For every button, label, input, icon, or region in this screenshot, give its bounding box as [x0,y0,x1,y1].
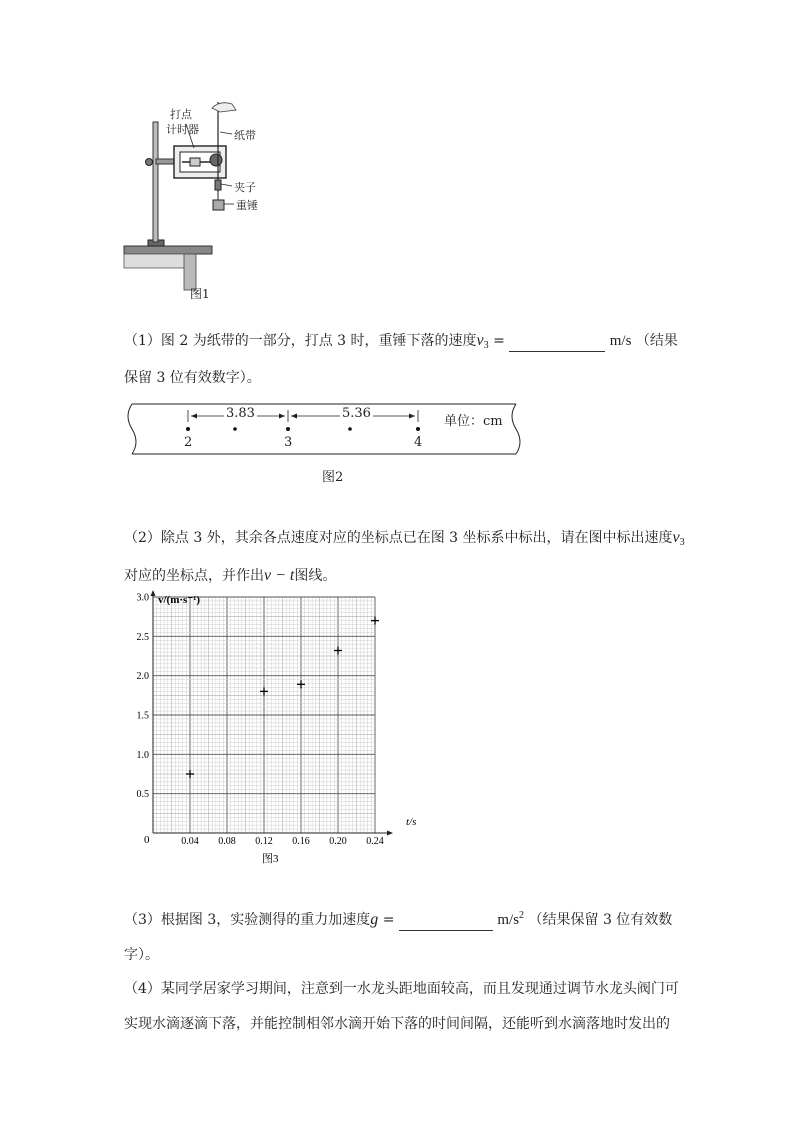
x-axis-arrow [387,831,393,836]
question-2-line1 [124,528,685,553]
x-tick-label: 0.08 [218,836,236,847]
question-2-line2-prefix: 对应的坐标点，并作出 [124,568,264,584]
tape-dot [233,427,237,431]
label-tape: 纸带 [234,129,256,142]
y-axis-arrow [151,590,156,596]
question-4-line1: （4）某同学居家学习期间，注意到一水龙头距地面较高，而且发现通过调节水龙头阀门可 [124,981,679,997]
question-1-line2: 保留 3 位有效数字）。 [124,370,261,386]
distance-label-3-4: 5.36 [342,406,371,421]
y-tick-label: 0.5 [136,789,149,801]
tape-point-label-3: 3 [284,435,293,450]
apparatus-diagram [120,96,300,306]
question-1-line1 [124,331,678,356]
gravity-symbol: g [370,911,379,928]
y-axis-label: v/(m·s⁻¹) [158,594,201,606]
question-2-text: （2）除点 3 外，其余各点速度对应的坐标点已在图 3 坐标系中标出，请在图中标出速度 [124,530,673,546]
tape-point-label-2: 2 [184,435,193,450]
equals-sign: = [488,333,505,349]
data-point [334,646,342,654]
velocity-symbol: $v_3$ [476,332,489,351]
y-tick-label: 2.0 [136,671,149,683]
label-timer-line1: 打点 [170,108,192,121]
question-3-line1 [124,906,672,931]
figure-2 [124,398,524,484]
tape-dot [348,427,352,431]
label-timer-line2: 计时器 [166,123,199,136]
data-point [260,687,268,695]
answer-blank-g[interactable] [399,910,493,931]
question-1-prefix: （1）图 2 为纸带的一部分，打点 3 时，重锤下落的速度 [124,333,477,349]
equals-sign-g: = [378,912,395,928]
tape-unit-label: 单位：cm [444,414,503,429]
x-axis-label: t/s [406,816,417,828]
v-t-expression: v − t [264,567,295,584]
distance-label-2-3: 3.83 [226,406,255,421]
x-tick-label: 0.16 [292,836,310,847]
y-tick-label: 2.5 [136,631,149,643]
y-tick-label: 3.0 [136,592,149,604]
question-1-suffix: （结果 [635,333,678,349]
question-4-line2: 实现水滴逐滴下落，并能控制相邻水滴开始下落的时间间隔，还能听到水滴落地时发出的 [124,1016,670,1032]
label-weight: 重锤 [236,199,258,212]
question-3-suffix: （结果保留 3 位有效数 [528,912,673,928]
figure-1 [120,96,300,306]
y-tick-label: 1.5 [136,710,149,722]
origin-label: 0 [144,834,150,846]
x-tick-label: 0.24 [366,836,384,847]
figure-3-caption: 图3 [262,853,279,865]
x-tick-label: 0.12 [255,836,273,847]
tape-point-label-4: 4 [414,435,423,450]
gravity-unit: $m/s^2$ [497,910,525,928]
question-2-line2-suffix: 图线。 [294,568,337,584]
data-point [371,617,379,625]
figure-2-caption: 图2 [322,470,344,485]
answer-blank-v3[interactable] [509,331,605,352]
label-clip: 夹子 [234,181,256,194]
x-tick-label: 0.20 [329,836,347,847]
velocity-unit: m/s [609,333,632,349]
figure-3 [120,590,420,870]
question-3-line2: 字）。 [124,947,159,963]
tape-dot [186,427,190,431]
data-point [297,680,305,688]
velocity-symbol-v3: $v_3$ [672,529,685,548]
figure-1-caption: 图1 [190,287,210,301]
question-2-line2 [124,566,336,586]
x-tick-label: 0.04 [181,836,199,847]
data-point [186,770,194,778]
v-t-chart [120,590,420,870]
chart-grid [153,597,375,833]
tape-dot [286,427,290,431]
y-tick-label: 1.0 [136,749,149,761]
tape-dot [416,427,420,431]
paper-tape-diagram [124,398,524,462]
question-3-prefix: （3）根据图 3，实验测得的重力加速度 [124,912,371,928]
